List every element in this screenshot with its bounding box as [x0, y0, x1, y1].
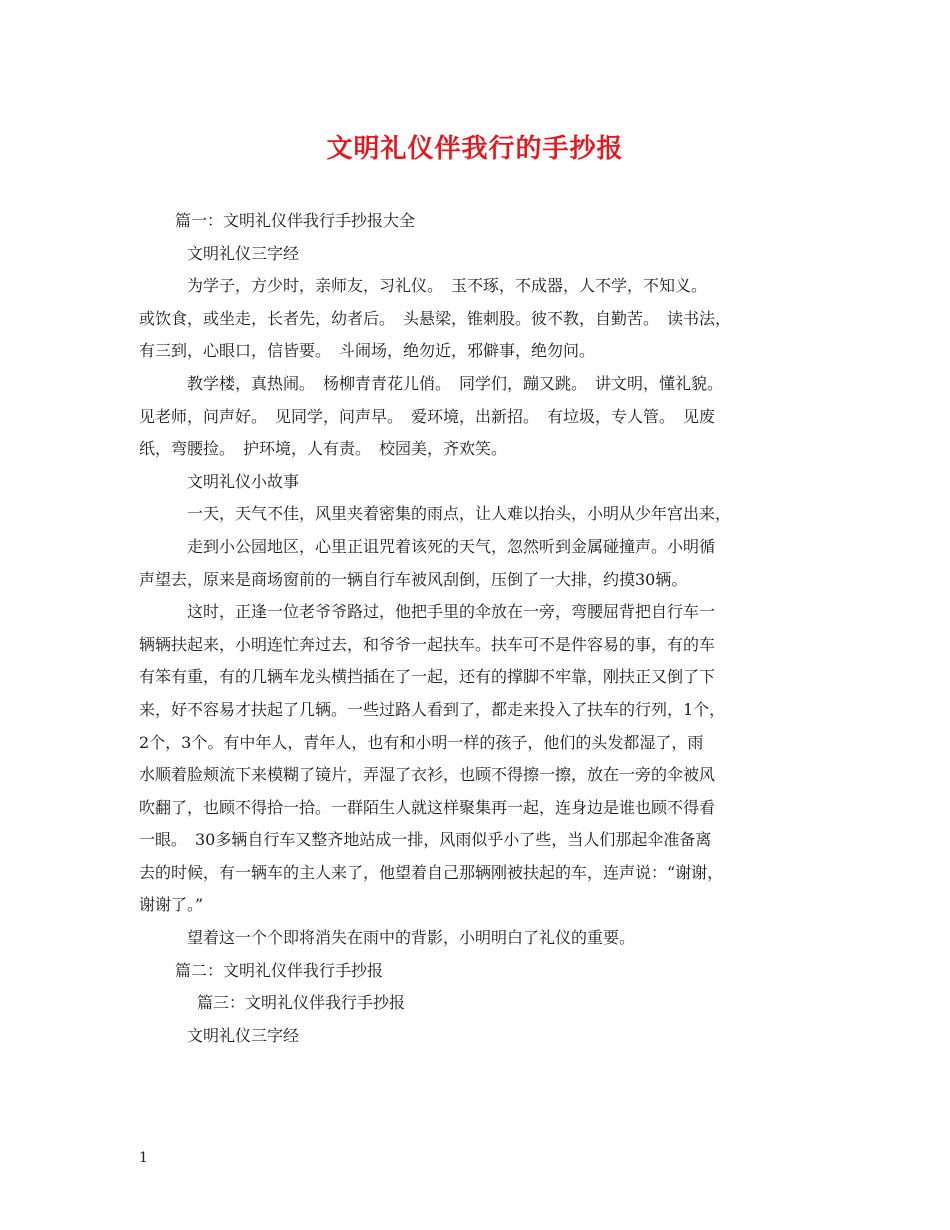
text-line: 篇二：文明礼仪伴我行手抄报	[175, 960, 384, 980]
text-line: 辆辆扶起来，小明连忙奔过去，和爷爷一起扶车。扶车可不是件容易的事，有的车	[139, 634, 716, 654]
text-line: 见老师，问声好。 见同学，问声早。 爱环境，出新招。 有垃圾，专人管。 见废	[139, 406, 716, 426]
text-line: 文明礼仪三字经	[187, 243, 300, 263]
text-line: 来，好不容易才扶起了几辆。一些过路人看到了，都走来投入了扶车的行列，1个，	[139, 699, 726, 719]
text-line: 篇三：文明礼仪伴我行手抄报	[197, 993, 406, 1013]
text-line: 教学楼，真热闹。 杨柳青青花儿俏。 同学们，蹦又跳。 讲文明，懂礼貌。	[187, 373, 724, 393]
text-line: 2个，3个。有中年人，青年人，也有和小明一样的孩子，他们的头发都湿了，雨	[139, 732, 704, 752]
text-line: 文明礼仪小故事	[187, 471, 300, 491]
text-line: 去的时候，有一辆车的主人来了，他望着自己那辆刚被扶起的车，连声说：“谢谢，	[139, 862, 724, 882]
text-line: 望着这一个个即将消失在雨中的背影，小明明白了礼仪的重要。	[187, 928, 636, 948]
text-line: 一天，天气不佳，风里夹着密集的雨点，让人难以抬头，小明从少年宫出来，	[187, 504, 732, 524]
text-line: 纸，弯腰捡。 护环境，人有责。 校园美，齐欢笑。	[139, 439, 508, 459]
text-line: 为学子，方少时，亲师友，习礼仪。 玉不琢，不成器，人不学，不知义。	[187, 276, 708, 296]
text-line: 一眼。 30多辆自行车又整齐地站成一排，风雨似乎小了些，当人们那起伞准备离	[139, 830, 712, 850]
text-line: 吹翻了，也顾不得拾一拾。一群陌生人就这样聚集再一起，连身边是谁也顾不得看	[139, 797, 716, 817]
text-line: 有三到，心眼口，信皆要。 斗闹场，绝勿近，邪僻事，绝勿问。	[139, 341, 596, 361]
text-line: 这时，正逢一位老爷爷路过，他把手里的伞放在一旁，弯腰屈背把自行车一	[187, 602, 716, 622]
text-line: 或饮食，或坐走，长者先，幼者后。 头悬梁，锥刺股。彼不教，自勤苦。 读书法，	[139, 308, 732, 328]
page-number: 1	[139, 1150, 148, 1166]
text-line: 谢谢了。”	[139, 895, 204, 915]
text-line: 文明礼仪三字经	[187, 1025, 300, 1045]
document-title: 文明礼仪伴我行的手抄报	[326, 134, 624, 164]
text-line: 走到小公园地区，心里正诅咒着该死的天气，忽然听到金属碰撞声。小明循	[187, 536, 716, 556]
document-body	[139, 205, 829, 1052]
text-line: 有笨有重，有的几辆车龙头横挡插在了一起，还有的撑脚不牢靠，刚扶正又倒了下	[139, 667, 716, 687]
text-line: 篇一：文明礼仪伴我行手抄报大全	[175, 211, 416, 230]
text-line: 声望去，原来是商场窗前的一辆自行车被风刮倒，压倒了一大排，约摸30辆。	[139, 569, 688, 589]
text-line: 水顺着脸颊流下来模糊了镜片，弄湿了衣衫，也顾不得擦一擦，放在一旁的伞被风	[139, 765, 716, 785]
